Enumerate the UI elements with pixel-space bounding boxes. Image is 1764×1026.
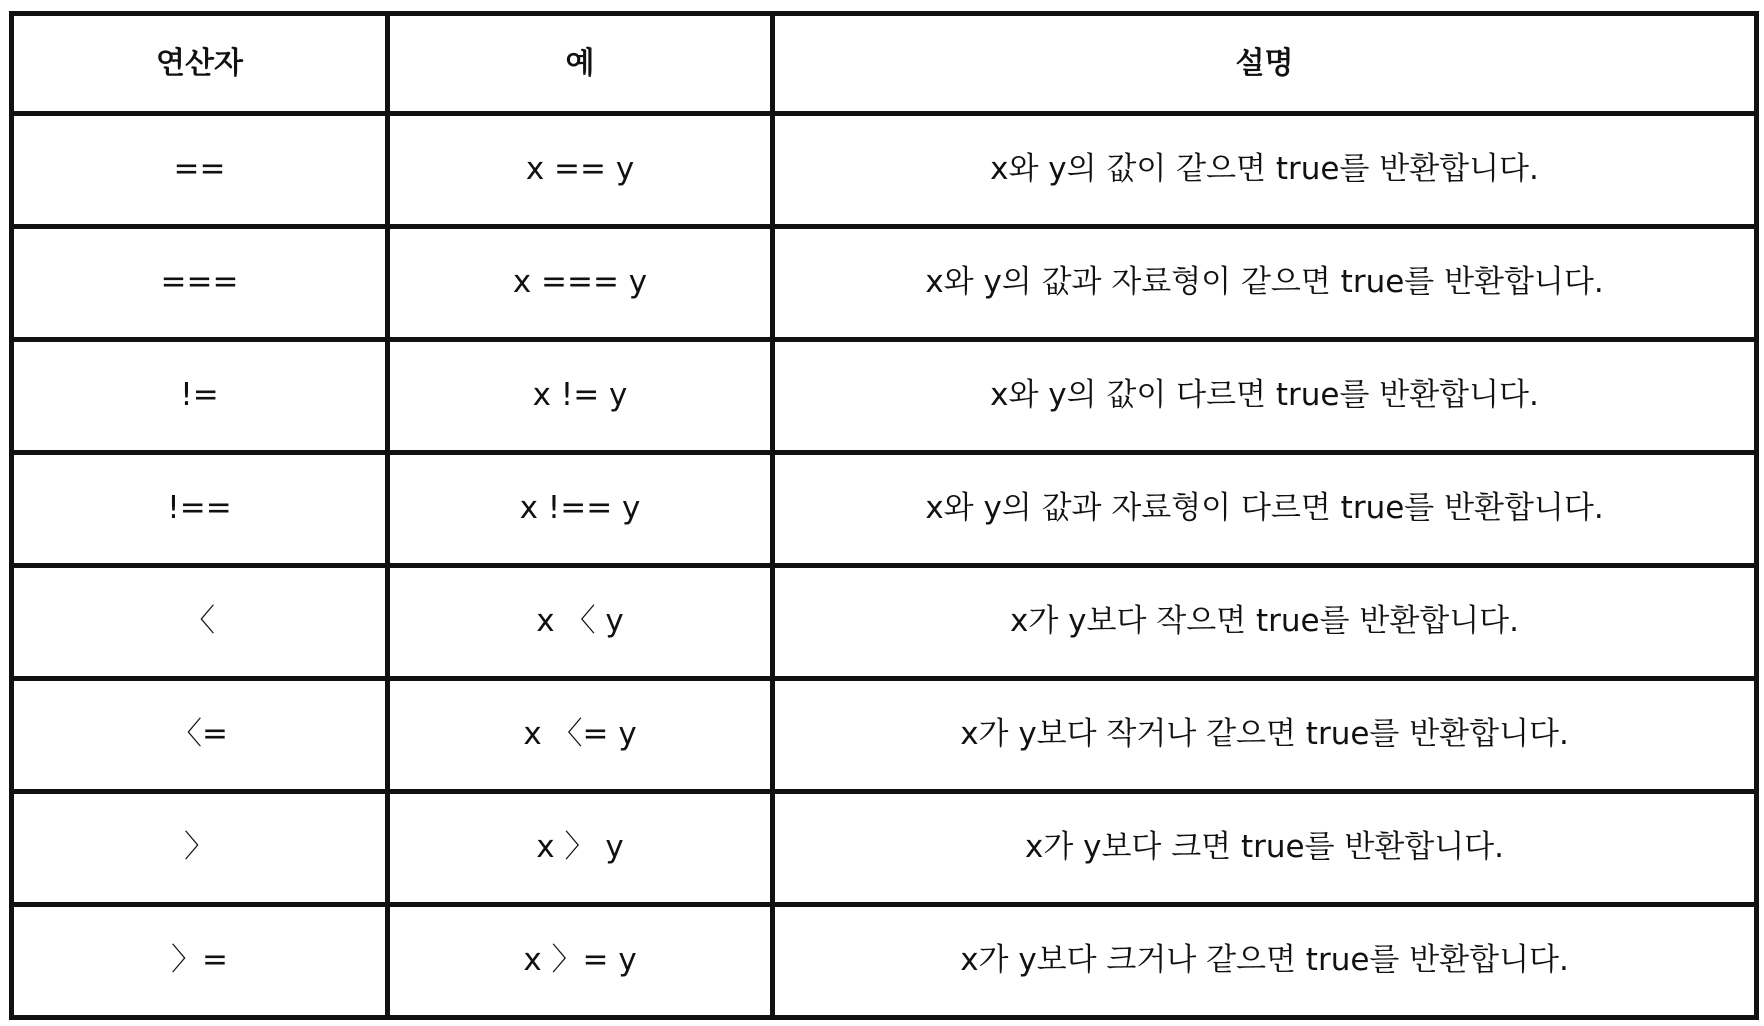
table-row xyxy=(12,792,1757,905)
operator-cell: 〈= xyxy=(12,679,388,792)
example-cell: x 〉 y xyxy=(388,792,773,905)
example-cell: x == y xyxy=(388,114,773,227)
description-cell: x와 y의 값과 자료형이 같으면 true를 반환합니다. xyxy=(773,227,1757,340)
description-cell: x가 y보다 작으면 true를 반환합니다. xyxy=(773,566,1757,679)
description-cell: x와 y의 값이 같으면 true를 반환합니다. xyxy=(773,114,1757,227)
description-cell: x가 y보다 크거나 같으면 true를 반환합니다. xyxy=(773,905,1757,1018)
operator-cell: 〈 xyxy=(12,566,388,679)
table-row xyxy=(12,905,1757,1018)
description-cell: x가 y보다 크면 true를 반환합니다. xyxy=(773,792,1757,905)
table-row xyxy=(12,679,1757,792)
operator-cell: != xyxy=(12,340,388,453)
comparison-operators-table xyxy=(9,11,1759,1020)
example-cell: x != y xyxy=(388,340,773,453)
header-operator: 연산자 xyxy=(12,14,388,114)
header-description: 설명 xyxy=(773,14,1757,114)
operator-cell: === xyxy=(12,227,388,340)
example-cell: x !== y xyxy=(388,453,773,566)
description-cell: x와 y의 값과 자료형이 다르면 true를 반환합니다. xyxy=(773,453,1757,566)
operator-cell: == xyxy=(12,114,388,227)
table-header-row xyxy=(12,14,1757,114)
description-cell: x가 y보다 작거나 같으면 true를 반환합니다. xyxy=(773,679,1757,792)
table-row xyxy=(12,227,1757,340)
operator-cell: 〉= xyxy=(12,905,388,1018)
table-row xyxy=(12,114,1757,227)
description-cell: x와 y의 값이 다르면 true를 반환합니다. xyxy=(773,340,1757,453)
example-cell: x 〈 y xyxy=(388,566,773,679)
table-row xyxy=(12,566,1757,679)
comparison-operators-table-container xyxy=(9,11,1759,1015)
operator-cell: !== xyxy=(12,453,388,566)
example-cell: x === y xyxy=(388,227,773,340)
example-cell: x 〈= y xyxy=(388,679,773,792)
operator-cell: 〉 xyxy=(12,792,388,905)
table-row xyxy=(12,340,1757,453)
table-row xyxy=(12,453,1757,566)
header-example: 예 xyxy=(388,14,773,114)
example-cell: x 〉= y xyxy=(388,905,773,1018)
